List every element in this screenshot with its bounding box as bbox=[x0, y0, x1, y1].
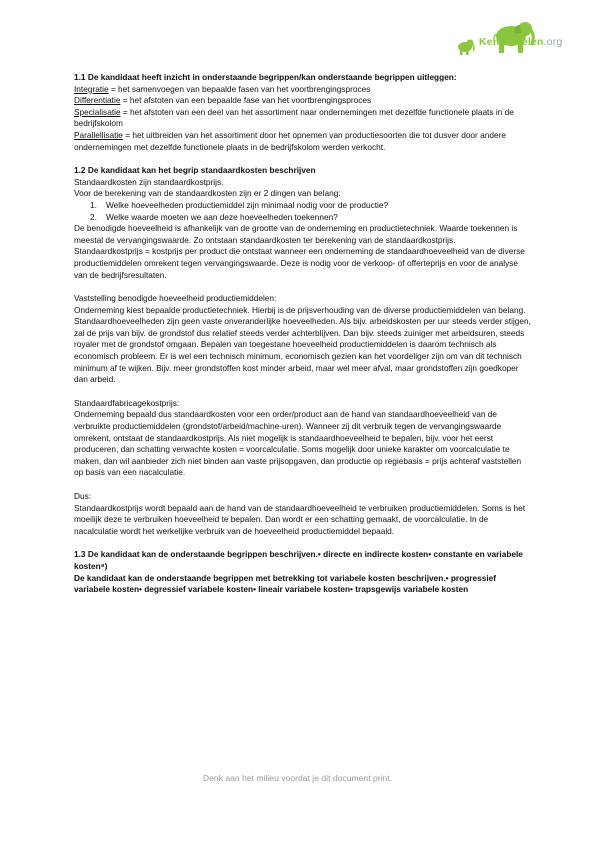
definition-parallellisatie bbox=[74, 130, 532, 153]
heading-1-2: 1.2 De kandidaat kan het begrip standaardkosten beschrijven bbox=[74, 165, 316, 176]
paragraph: Standaardkosten zijn standaardkostprijs. bbox=[74, 176, 224, 187]
paragraph: Standaardkostprijs = kostprijs per product die ontstaat wanneer een onderneming de standaardhoeveelheid van de diverse productiemiddelen omrekent tegen vervangingswaarde. Deze is nodig voor de verkoop- of offerteprijs en voor de analyse van de bedrijfsresultaten. bbox=[74, 246, 525, 280]
list-text: Welke hoeveelheden productiemiddel zijn minimaal nodig voor de productie? bbox=[106, 199, 389, 210]
list-item bbox=[74, 200, 532, 212]
logo-tld: .org bbox=[543, 36, 563, 48]
definition-text: = het uitbreiden van het assortiment door het opnemen van productiesoorten die tot dusver door andere ondernemingen met dezelfde functionele plaats in de bedrijfskolom werden verkocht. bbox=[74, 129, 506, 152]
list-number: 1. bbox=[90, 199, 97, 210]
section-1-1 bbox=[74, 72, 532, 153]
kennisdelen-logo bbox=[455, 14, 573, 60]
heading-1-3-variable: De kandidaat kan de onderstaande begrippen met betrekking tot variabele kosten beschrijven.• progressief variabele kosten• degressief variabele kosten• lineair variabele kosten• trapsgewijs variabele kosten bbox=[74, 572, 497, 595]
section-1-2 bbox=[74, 165, 532, 281]
section-1-3 bbox=[74, 549, 532, 595]
term-integratie: Integratie bbox=[74, 83, 109, 94]
definition-specialisatie bbox=[74, 107, 532, 130]
logo-brand: Kennisdelen bbox=[479, 36, 544, 48]
definition-text: = het afstoten van een bepaalde fase van het voortbrengingsproces bbox=[120, 95, 372, 106]
term-differentiatie: Differentiatie bbox=[74, 95, 121, 106]
definition-text: = het samenvoegen van bepaalde fasen van het voortbrengingsproces bbox=[108, 83, 371, 94]
heading-1-1: 1.1 De kandidaat heeft inzicht in onderstaande begrippen/kan onderstaande begrippen uitleggen: bbox=[74, 72, 457, 82]
paragraph: Voor de berekening van de standaardkosten zijn er 2 dingen van belang: bbox=[74, 188, 341, 199]
term-specialisatie: Specialisatie bbox=[74, 106, 121, 117]
paragraph: Onderneming kiest bepaalde productietechniek. Hierbij is de prijsverhouding van de diverse productiemiddelen van belang. Standaardhoeveelheden zijn geen vaste onveranderlijke hoeveelheden. Als bijv. arbeidskosten per uur steeds verder stijgen, zal de prijs van bijv. de grondstof dus relatief steeds verder achterblijven. Dan bijv. steeds zuiniger met arbeidsuren, steeds royaler met de grondstof omgaan. Bepalen van toegestane hoeveelheid productiemiddelen is daarom technisch als economisch probleem. Er is wel een technisch minimum, economisch gezien kan het voordeliger zijn om van dit technisch minimum af te wijken. Bijv. meer grondstoffen kost minder arbeid, maar wel meer afval, maar grondstoffen zijn goedkoper dan arbeid. bbox=[74, 304, 531, 385]
footer-note: Denk aan het milieu voordat je dit document print. bbox=[202, 773, 393, 783]
section-vaststelling bbox=[74, 293, 532, 386]
numbered-list bbox=[74, 200, 532, 223]
term-parallellisatie: Parallellisatie bbox=[74, 129, 123, 140]
list-text: Welke waarde moeten we aan deze hoeveelheden toekennen? bbox=[106, 211, 338, 222]
logo-text bbox=[479, 36, 563, 48]
subheading: Vaststelling benodigde hoeveelheid productiemiddelen: bbox=[74, 293, 277, 304]
section-dus bbox=[74, 491, 532, 537]
document-body bbox=[74, 72, 532, 596]
list-item bbox=[74, 212, 532, 224]
definition-text: = het afstoten van een deel van het assortiment naar ondernemingen met dezelfde functionele plaats in de bedrijfskolom bbox=[74, 106, 514, 129]
definition-integratie bbox=[74, 84, 532, 96]
paragraph: Onderneming bepaald dus standaardkosten voor een order/product aan de hand van standaardhoeveelheid van de verbruikte productiemiddelen (grondstof/arbeid/machine-uren). Wanneer zij dit verbruik tegen de vervangingswaarde omrekent, ontstaat de standaardkostprijs. Als niet mogelijk is standaardhoeveelheid te bepalen, bijv. voor het eerst produceren, dan schatting verwachte kosten = voorcalculatie. Soms mogelijk door unieke karakter om voorcalculatie te maken, dan wil aanbieder zich niet binden aan vaste prijsopgaven, dan productie op regiebasis = prijs achteraf vaststellen op basis van een nacalculatie. bbox=[74, 409, 522, 478]
subheading: Dus: bbox=[74, 491, 92, 501]
subheading: Standaardfabricagekostprijs: bbox=[74, 397, 180, 408]
section-standaardfabricagekostprijs bbox=[74, 398, 532, 479]
heading-1-3: 1.3 De kandidaat kan de onderstaande begrippen beschrijven.• directe en indirecte kosten• constante en variabele kosten⁸) bbox=[74, 549, 523, 571]
paragraph: Standaardkostprijs wordt bepaald aan de hand van de standaardhoeveelheid te verbruiken productiemiddelen. Soms is het moeilijk deze te verbruiken hoeveelheid te bepalen. Dan wordt er een schatting gemaakt, de voorcalculatie. In de nacalculatie wordt het werkelijke verbruik van de hoeveelheid productiemiddel bepaald. bbox=[74, 502, 526, 536]
list-number: 2. bbox=[90, 211, 97, 222]
paragraph: De benodigde hoeveelheid is afhankelijk van de grootte van de onderneming en productietechniek. Waarde toekennen is meestal de vervangingswaarde. Zo ontstaan standaardkosten ter berekening van de standaardkostprijs. bbox=[74, 223, 518, 245]
definition-differentiatie bbox=[74, 95, 532, 107]
